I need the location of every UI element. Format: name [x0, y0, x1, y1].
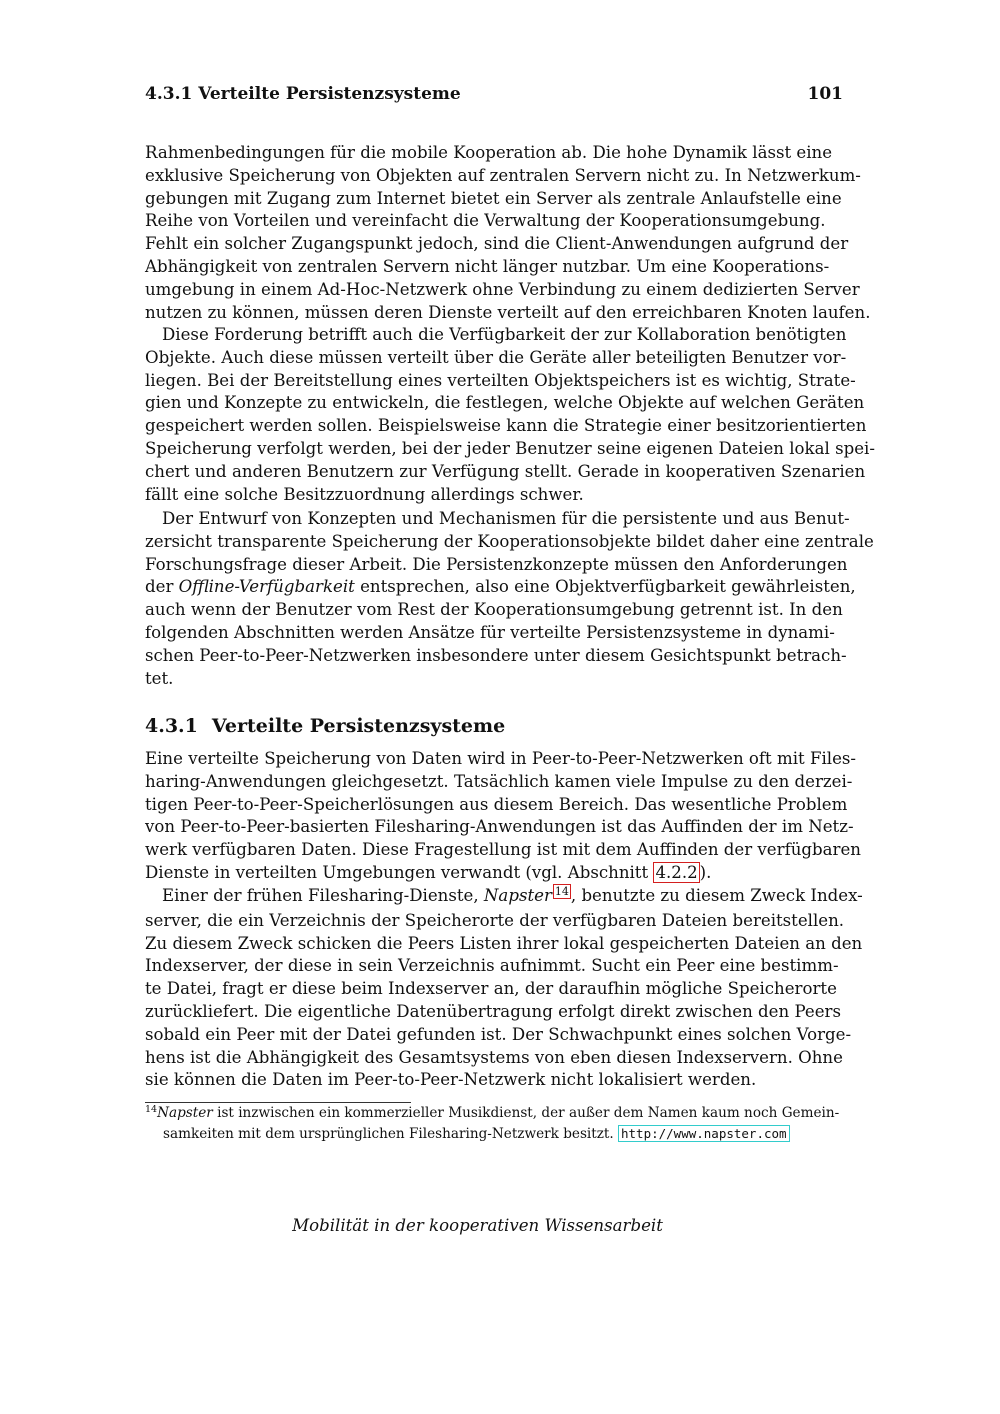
paragraph-filesharing [145, 748, 861, 885]
text-line: tet. [145, 668, 174, 688]
text-line: Forschungsfrage dieser Arbeit. Die Persistenzkonzepte müssen den Anforderungen [145, 554, 848, 574]
text-line: sobald ein Peer mit der Datei gefunden ist. Der Schwachpunkt eines solchen Vorge- [145, 1024, 852, 1044]
intro-paragraph [145, 142, 871, 324]
text-line: zurückliefert. Die eigentliche Datenübertragung erfolgt direkt zwischen den Peers [145, 1001, 841, 1021]
footnote [145, 1104, 840, 1144]
paragraph-napster [145, 885, 863, 1092]
footnote-line: samkeiten mit dem ursprünglichen Filesharing-Netzwerk besitzt. http://www.napster.com [145, 1124, 810, 1144]
text-line: Zu diesem Zweck schicken die Peers Listen ihrer lokal gespeicherten Dateien an den [145, 933, 863, 953]
text-line: umgebung in einem Ad-Hoc-Netzwerk ohne Verbindung zu einem dedizierten Server [145, 279, 860, 299]
text-line: schen Peer-to-Peer-Netzwerken insbesondere unter diesem Gesichtspunkt betrach- [145, 645, 847, 665]
text-line: gespeichert werden sollen. Beispielsweise kann die Strategie einer besitzorientierten [145, 416, 867, 436]
text-line: chert und anderen Benutzern zur Verfügung stellt. Gerade in kooperativen Szenarien [145, 461, 866, 481]
text-line: liegen. Bei der Bereitstellung eines verteilten Objektspeichers ist es wichtig, Strate- [145, 370, 856, 390]
section-number: 4.3.1 [145, 715, 198, 737]
section-title: Verteilte Persistenzsysteme [211, 715, 506, 737]
text-line: Abhängigkeit von zentralen Servern nicht länger nutzbar. Um eine Kooperations- [145, 256, 830, 276]
footnote-divider [145, 1102, 411, 1103]
text-line: sie können die Daten im Peer-to-Peer-Netzwerk nicht lokalisiert werden. [145, 1070, 757, 1090]
text-line: Indexserver, der diese in sein Verzeichnis aufnimmt. Sucht ein Peer eine bestimm- [145, 956, 839, 976]
section-reference-link[interactable]: 4.2.2 [655, 862, 698, 882]
text-line: zersicht transparente Speicherung der Kooperationsobjekte bildet daher eine zentrale [145, 531, 874, 551]
napster-url-link[interactable]: http://www.napster.com [618, 1125, 790, 1142]
emphasis-offline-availability: Offline-Verfügbarkeit [178, 577, 355, 597]
text-line: gebungen mit Zugang zum Internet bietet ein Server als zentrale Anlaufstelle eine [145, 188, 842, 208]
text-line: auch wenn der Benutzer vom Rest der Kooperationsumgebung getrennt ist. In den [145, 600, 843, 620]
text-line: folgenden Abschnitten werden Ansätze für verteilte Persistenzsysteme in dynami- [145, 622, 835, 642]
text-line: Speicherung verfolgt werden, bei der jeder Benutzer seine eigenen Dateien lokal spei- [145, 438, 875, 458]
text-line: tigen Peer-to-Peer-Speicherlösungen aus diesem Bereich. Das wesentliche Problem [145, 794, 848, 814]
page-number: 101 [807, 84, 843, 104]
running-header [145, 84, 843, 108]
text-line-with-footnote: Einer der frühen Filesharing-Dienste, Napster $^{14}$ , benutzte zu diesem Zweck Index- [162, 885, 863, 905]
footnote-line: $^{14}$Napster ist inzwischen ein kommerzieller Musikdienst, der außer dem Namen kaum noch Gemein- [145, 1104, 840, 1121]
text-line: Rahmenbedingungen für die mobile Kooperation ab. Die hohe Dynamik lässt eine [145, 143, 833, 162]
emphasis-napster: Napster [483, 886, 552, 905]
section-heading [145, 715, 519, 737]
text-line: Der Entwurf von Konzepten und Mechanismen für die persistente und aus Benut- [162, 509, 850, 528]
text-line: Objekte. Auch diese müssen verteilt über die Geräte aller beteiligten Benutzer vor- [145, 347, 847, 367]
text-line: Eine verteilte Speicherung von Daten wird in Peer-to-Peer-Netzwerken oft mit Files- [145, 749, 857, 768]
text-line: Reihe von Vorteilen und vereinfacht die Verwaltung der Kooperationsumgebung. [145, 211, 826, 231]
text-line: server, die ein Verzeichnis der Speicherorte der verfügbaren Dateien bereitstellen. [145, 910, 845, 930]
text-line: von Peer-to-Peer-basierten Filesharing-Anwendungen ist das Auffinden der im Netz- [145, 817, 854, 837]
footnote-reference-link[interactable]: 14 [554, 885, 569, 898]
paragraph-availability [145, 324, 875, 506]
running-footer: Mobilität in der kooperativen Wissensarbeit [292, 1216, 663, 1235]
text-line-with-reference: Dienste in verteilten Umgebungen verwandt (vgl. Abschnitt 4.2.2 ). [145, 862, 712, 882]
text-line: Diese Forderung betrifft auch die Verfügbarkeit der zur Kollaboration benötigten [162, 325, 847, 344]
footnote-emphasis: Napster [157, 1105, 213, 1121]
running-title: 4.3.1 Verteilte Persistenzsysteme [145, 84, 461, 104]
text-line: fällt eine solche Besitzzuordnung allerdings schwer. [145, 484, 584, 504]
text-line: Fehlt ein solcher Zugangspunkt jedoch, sind die Client-Anwendungen aufgrund der [145, 234, 849, 254]
text-line: nutzen zu können, müssen deren Dienste verteilt auf den erreichbaren Knoten laufen. [145, 302, 871, 322]
text-line: hens ist die Abhängigkeit des Gesamtsystems von eben diesen Indexservern. Ohne [145, 1047, 843, 1067]
text-line: gien und Konzepte zu entwickeln, die festlegen, welche Objekte auf welchen Geräten [145, 393, 865, 413]
text-line-with-emphasis: der Offline-Verfügbarkeit entsprechen, also eine Objektverfügbarkeit gewährleisten, [145, 577, 856, 597]
text-line: te Datei, fragt er diese beim Indexserver an, der daraufhin mögliche Speicherorte [145, 979, 837, 999]
text-line: haring-Anwendungen gleichgesetzt. Tatsächlich kamen viele Impulse zu den derzei- [145, 771, 853, 791]
paragraph-research-question [145, 508, 874, 690]
footnote-number: 14 [145, 1104, 158, 1115]
text-line: exklusive Speicherung von Objekten auf zentralen Servern nicht zu. In Netzwerkum- [145, 165, 861, 185]
text-line: werk verfügbaren Daten. Diese Fragestellung ist mit dem Auffinden der verfügbaren [145, 840, 861, 860]
